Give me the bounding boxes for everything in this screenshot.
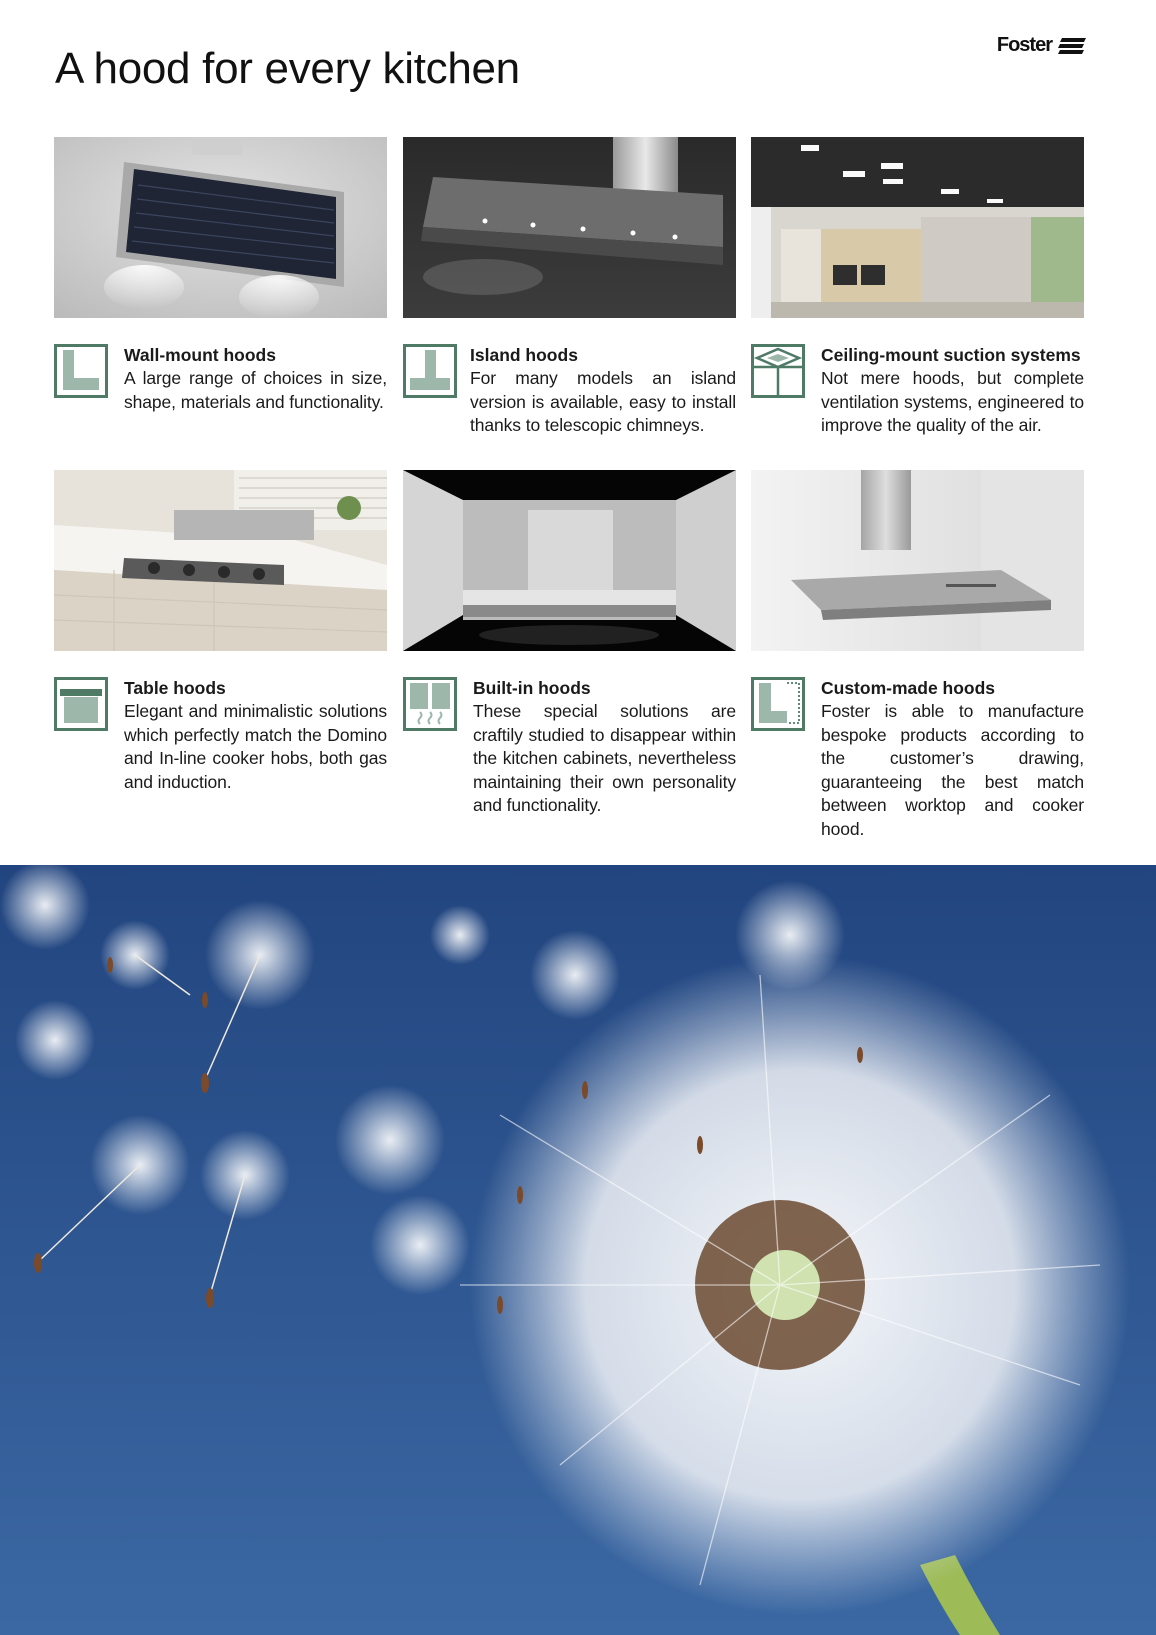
page-title: A hood for every kitchen xyxy=(55,44,520,93)
product-row xyxy=(54,137,1085,470)
built-in-hood-photo xyxy=(403,470,736,651)
product-title: Wall-mount hoods xyxy=(124,345,276,365)
dandelion-banner-image xyxy=(0,865,1156,1635)
product-description: Foster is able to manufacture bespoke products according to the customer’s drawing, guaranteeing the best match between worktop and cooker hood. xyxy=(821,701,1084,839)
product-row xyxy=(54,470,1085,839)
ceiling-mount-icon xyxy=(751,344,805,398)
built-in-hood-icon xyxy=(403,677,457,731)
product-card-wall-mount xyxy=(54,344,387,414)
product-description: A large range of choices in size, shape, materials and functionality. xyxy=(124,368,387,412)
product-title: Table hoods xyxy=(124,678,226,698)
wall-mount-hood-icon xyxy=(54,344,108,398)
product-title: Custom-made hoods xyxy=(821,678,996,698)
brand-name: Foster xyxy=(996,34,1052,56)
product-card-island xyxy=(403,344,736,438)
table-hood-icon xyxy=(54,677,108,731)
product-card-built-in xyxy=(403,677,736,818)
table-hood-photo xyxy=(54,470,387,651)
product-title: Built-in hoods xyxy=(473,678,591,698)
wall-mount-hood-photo xyxy=(54,137,387,318)
product-grid xyxy=(54,137,1085,839)
product-card-custom-made xyxy=(751,677,1084,841)
product-title: Ceiling-mount suction systems xyxy=(821,345,1081,365)
product-description: These special solutions are craftily studied to disappear within the kitchen cabinets, nevertheless maintaining their own personality and functionality. xyxy=(473,701,736,815)
product-description: Not mere hoods, but complete ventilation systems, engineered to improve the quality of the air. xyxy=(821,368,1084,435)
ceiling-mount-photo xyxy=(751,137,1084,318)
product-card-ceiling-mount xyxy=(751,344,1084,438)
island-hood-icon xyxy=(403,344,457,398)
island-hood-photo xyxy=(403,137,736,318)
product-title: Island hoods xyxy=(470,345,578,365)
product-card-table xyxy=(54,677,387,794)
product-description: For many models an island version is available, easy to install thanks to telescopic chimneys. xyxy=(470,368,736,435)
brand-logo xyxy=(997,34,1086,57)
product-description: Elegant and minimalistic solutions which perfectly match the Domino and In-line cooker hobs, both gas and induction. xyxy=(124,701,387,792)
custom-made-hood-icon xyxy=(751,677,805,731)
brand-mark-icon xyxy=(1058,38,1086,54)
custom-made-hood-photo xyxy=(751,470,1084,651)
